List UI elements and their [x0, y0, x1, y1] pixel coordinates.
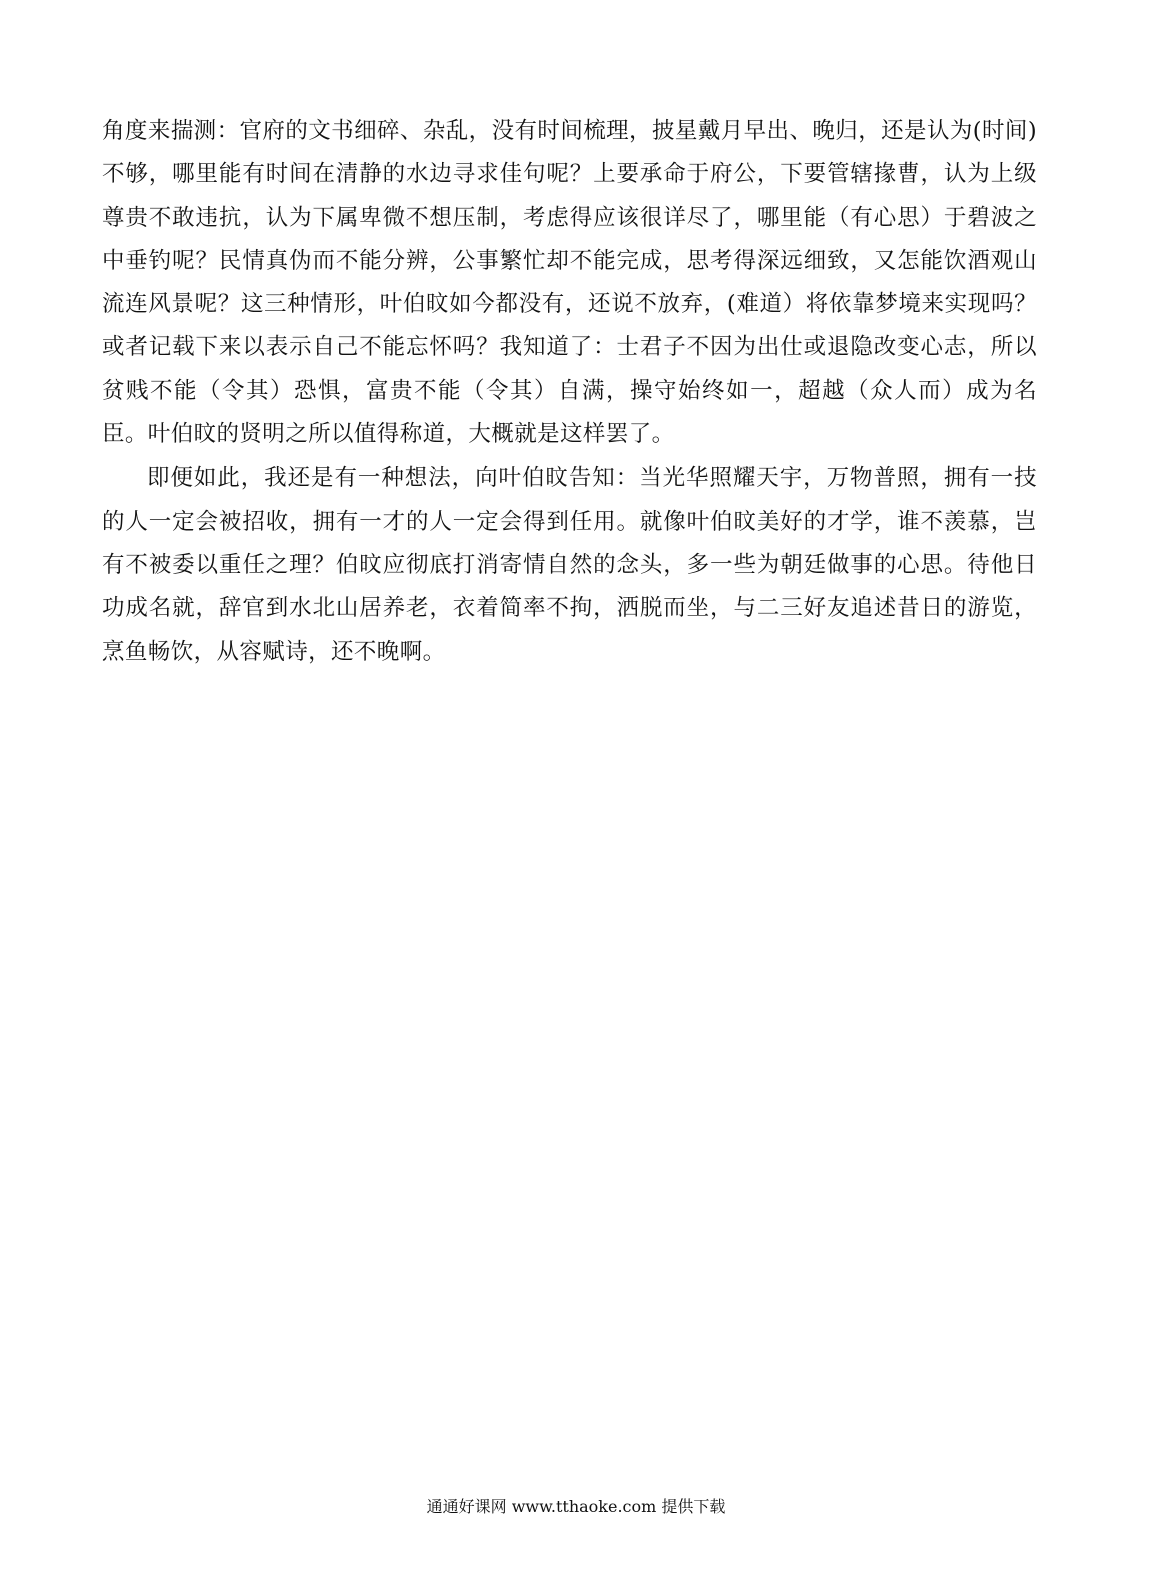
footer-url: www.tthaoke.com — [511, 1497, 657, 1516]
footer-site-name: 通通好课网 — [426, 1497, 507, 1516]
paragraph-continued: 角度来揣测：官府的文书细碎、杂乱，没有时间梳理，披星戴月早出、晚归，还是认为(时间)不够，哪里能有时间在清静的水边寻求佳句呢？上要承命于府公，下要管辖掾曹，认为上级尊贵不敢违抗，认为下属卑微不想压制，考虑得应该很详尽了，哪里能（有心思）于碧波之中垂钓呢？民情真伪而不能分辨，公事繁忙却不能完成，思考得深远细致，又怎能饮酒观山流连风景呢？这三种情形，叶伯旼如今都没有，还说不放弃，(难道）将依靠梦境来实现吗？或者记载下来以表示自己不能忘怀吗？我知道了：士君子不因为出仕或退隐改变心志，所以贫贱不能（令其）恐惧，富贵不能（令其）自满，操守始终如一，超越（众人而）成为名臣。叶伯旼的贤明之所以值得称道，大概就是这样罢了。 — [102, 118, 1037, 448]
footer-suffix: 提供下载 — [661, 1497, 726, 1516]
page-footer — [0, 1496, 1152, 1518]
paragraph-conclusion: 即便如此，我还是有一种想法，向叶伯旼告知：当光华照耀天宇，万物普照，拥有一技的人一定会被招收，拥有一才的人一定会得到任用。就像叶伯旼美好的才学，谁不羡慕，岂有不被委以重任之理？伯旼应彻底打消寄情自然的念头，多一些为朝廷做事的心思。待他日功成名就，辞官到水北山居养老，衣着简率不拘，洒脱而坐，与二三好友追述昔日的游览，烹鱼畅饮，从容赋诗，还不晚啊。 — [102, 465, 1037, 665]
document-body — [102, 110, 1037, 674]
